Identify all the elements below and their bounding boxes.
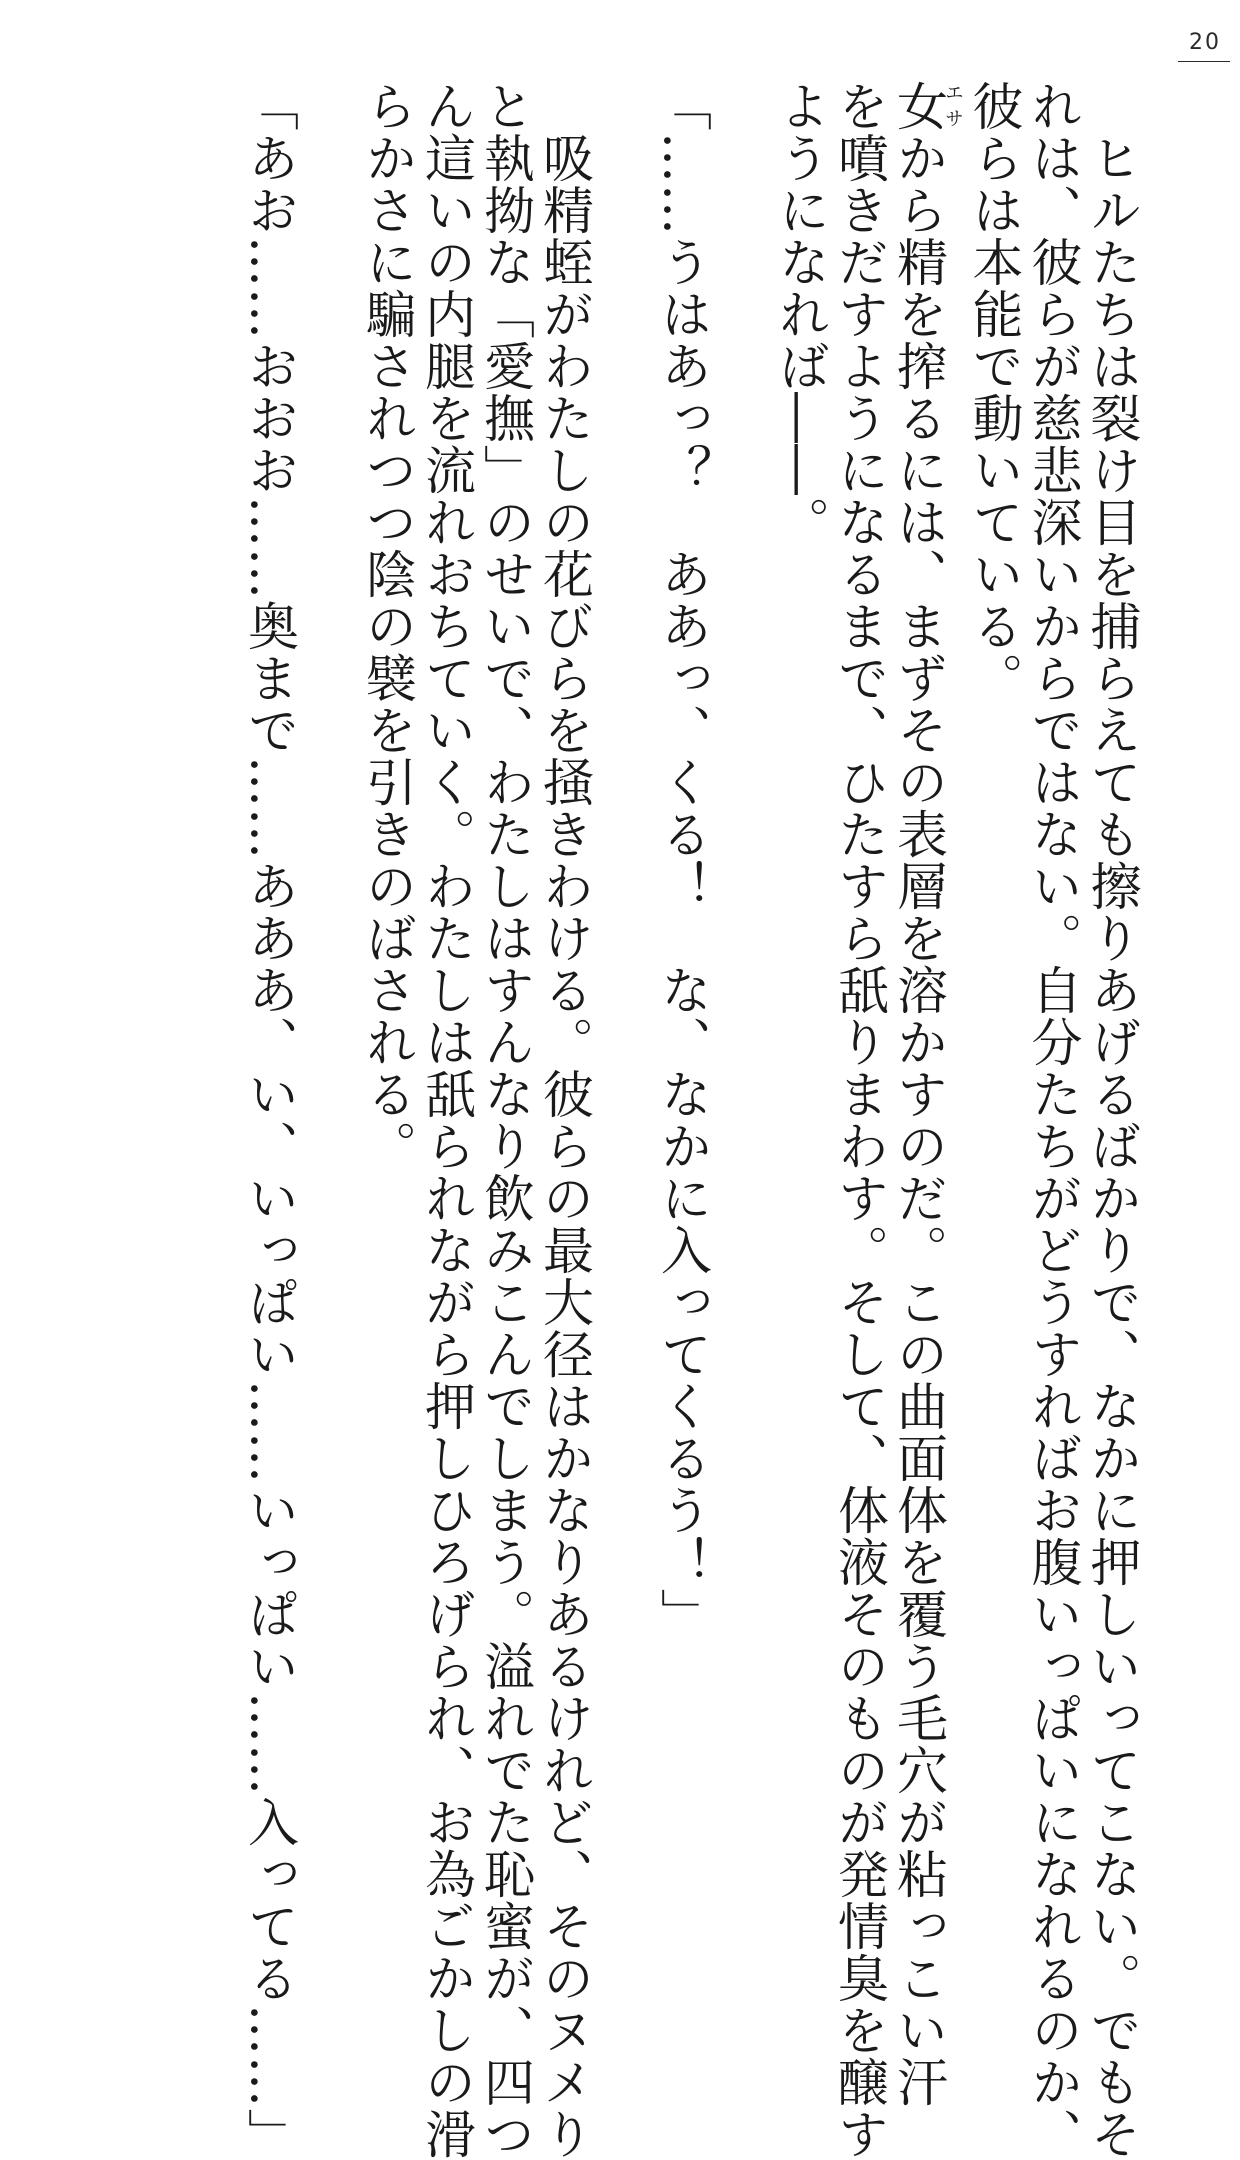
text-line: ようになれば――。 bbox=[769, 80, 829, 548]
text-line bbox=[887, 80, 964, 2108]
text-line: れは、彼らが慈悲深いからではない。自分たちがどうすればお腹いっぱいになれるのか、 bbox=[1022, 80, 1081, 2160]
page-number: 20 bbox=[1189, 30, 1221, 55]
ruby-reading: エサ bbox=[942, 80, 964, 132]
blank-line bbox=[593, 80, 652, 1680]
text-line-rest: から精を搾るには、まずその表層を溶かすのだ。この曲面体を覆う毛穴が粘っこい汗 bbox=[887, 132, 947, 2108]
ruby-word bbox=[887, 80, 964, 132]
text-line: 彼らは本能で動いている。 bbox=[963, 80, 1022, 704]
text-line: 吸精蛭がわたしの花びらを掻きわける。彼らの最大径はかなりあるけれど、そのヌメり bbox=[533, 80, 593, 2160]
dialogue-line: 「あお……おおお……奥まで……あああ、い、いっぱい……いっぱい……入ってる……」 bbox=[238, 80, 298, 2160]
page-number-rule bbox=[1178, 61, 1230, 62]
text-line: らかさに騙されつつ陰の襞を引きのばされる。 bbox=[356, 80, 416, 1172]
text-line: ヒルたちは裂け目を捕らえても擦りあげるばかりで、なかに押しいってこない。でもそ bbox=[1081, 80, 1140, 2160]
blank-line bbox=[711, 80, 770, 1680]
novel-text bbox=[238, 80, 1141, 2160]
ruby-base: 女 bbox=[887, 80, 947, 132]
dialogue-line: 「……うはあっ？ ああっ、くる！ な、なかに入ってくるう！」 bbox=[651, 80, 711, 1640]
blank-line bbox=[298, 80, 357, 1680]
text-line: ん這いの内腿を流れおちていく。わたしは舐られながら押しひろげられ、お為ごかしの滑 bbox=[415, 80, 475, 2160]
text-line: と執拗な「愛撫」のせいで、わたしはすんなり飲みこんでしまう。溢れでた恥蜜が、四つ bbox=[474, 80, 534, 2160]
text-line: を噴きだすようになるまで、ひたすら舐りまわす。そして、体液そのものが発情臭を醸す bbox=[828, 80, 888, 2160]
